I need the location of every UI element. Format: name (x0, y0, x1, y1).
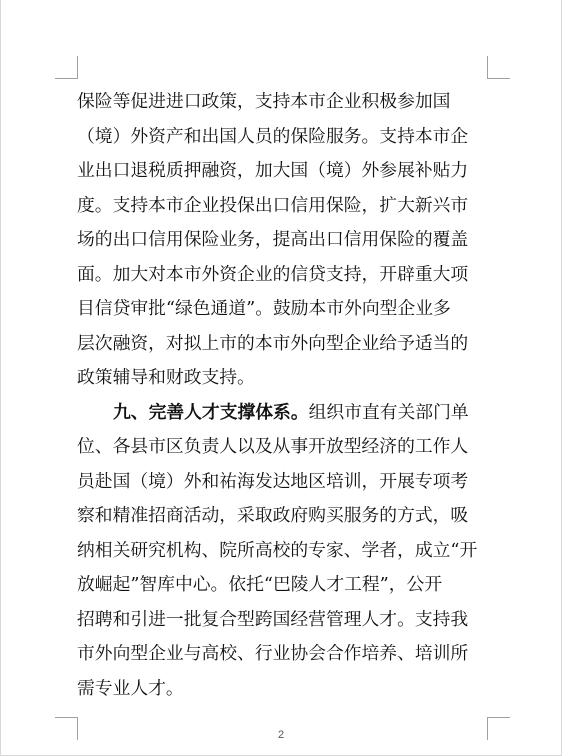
body-line: 度。支持本市企业投保出口信用保险，扩大新兴市 (77, 194, 469, 216)
section-line: 招聘和引进一批复合型跨国经营管理人才。支持我 (77, 608, 469, 630)
body-line: 业出口退税质押融资，加大国（境）外参展补贴力 (77, 160, 469, 181)
body-line: 目信贷审批“绿色通道”。鼓励本市外向型企业多 (77, 298, 451, 319)
section-line: 需专业人才。 (77, 677, 184, 699)
document-body (77, 85, 489, 706)
page-left-edge (0, 0, 1, 756)
body-line: 层次融资，对拟上市的本市外向型企业给予适当的 (77, 332, 469, 354)
body-line: 场的出口信用保险业务，提高出口信用保险的覆盖 (77, 229, 469, 250)
margin-corner-mark-top-left (55, 56, 78, 79)
section-line: 位、各县市区负责人以及从事开放型经济的工作人 (77, 436, 469, 457)
section-heading-continuation: 组织市直有关部门单 (308, 401, 469, 423)
page-number: 2 (277, 729, 285, 741)
section-line: 察和精准招商活动，采取政府购买服务的方式，吸 (77, 505, 469, 526)
section-heading-line (77, 396, 489, 431)
section-heading: 九、完善人才支撑体系。 (113, 401, 309, 423)
body-line: 保险等促进进口政策，支持本市企业积极参加国 (77, 91, 451, 112)
section-line: 员赴国（境）外和祐海发达地区培训，开展专项考 (77, 470, 469, 492)
section-line: 市外向型企业与高校、行业协会合作培养、培训所 (77, 643, 469, 664)
body-line: （境）外资产和出国人员的保险服务。支持本市企 (77, 125, 469, 147)
body-line: 政策辅导和财政支持。 (77, 367, 255, 388)
margin-corner-mark-top-right (487, 56, 510, 79)
section-line: 纳相关研究机构、院所高校的专家、学者，成立“开 (77, 539, 478, 561)
section-line: 放崛起”智库中心。依托“巴陵人才工程”，公开 (77, 574, 443, 595)
body-line: 面。加大对本市外资企业的信贷支持，开辟重大项 (77, 263, 469, 285)
